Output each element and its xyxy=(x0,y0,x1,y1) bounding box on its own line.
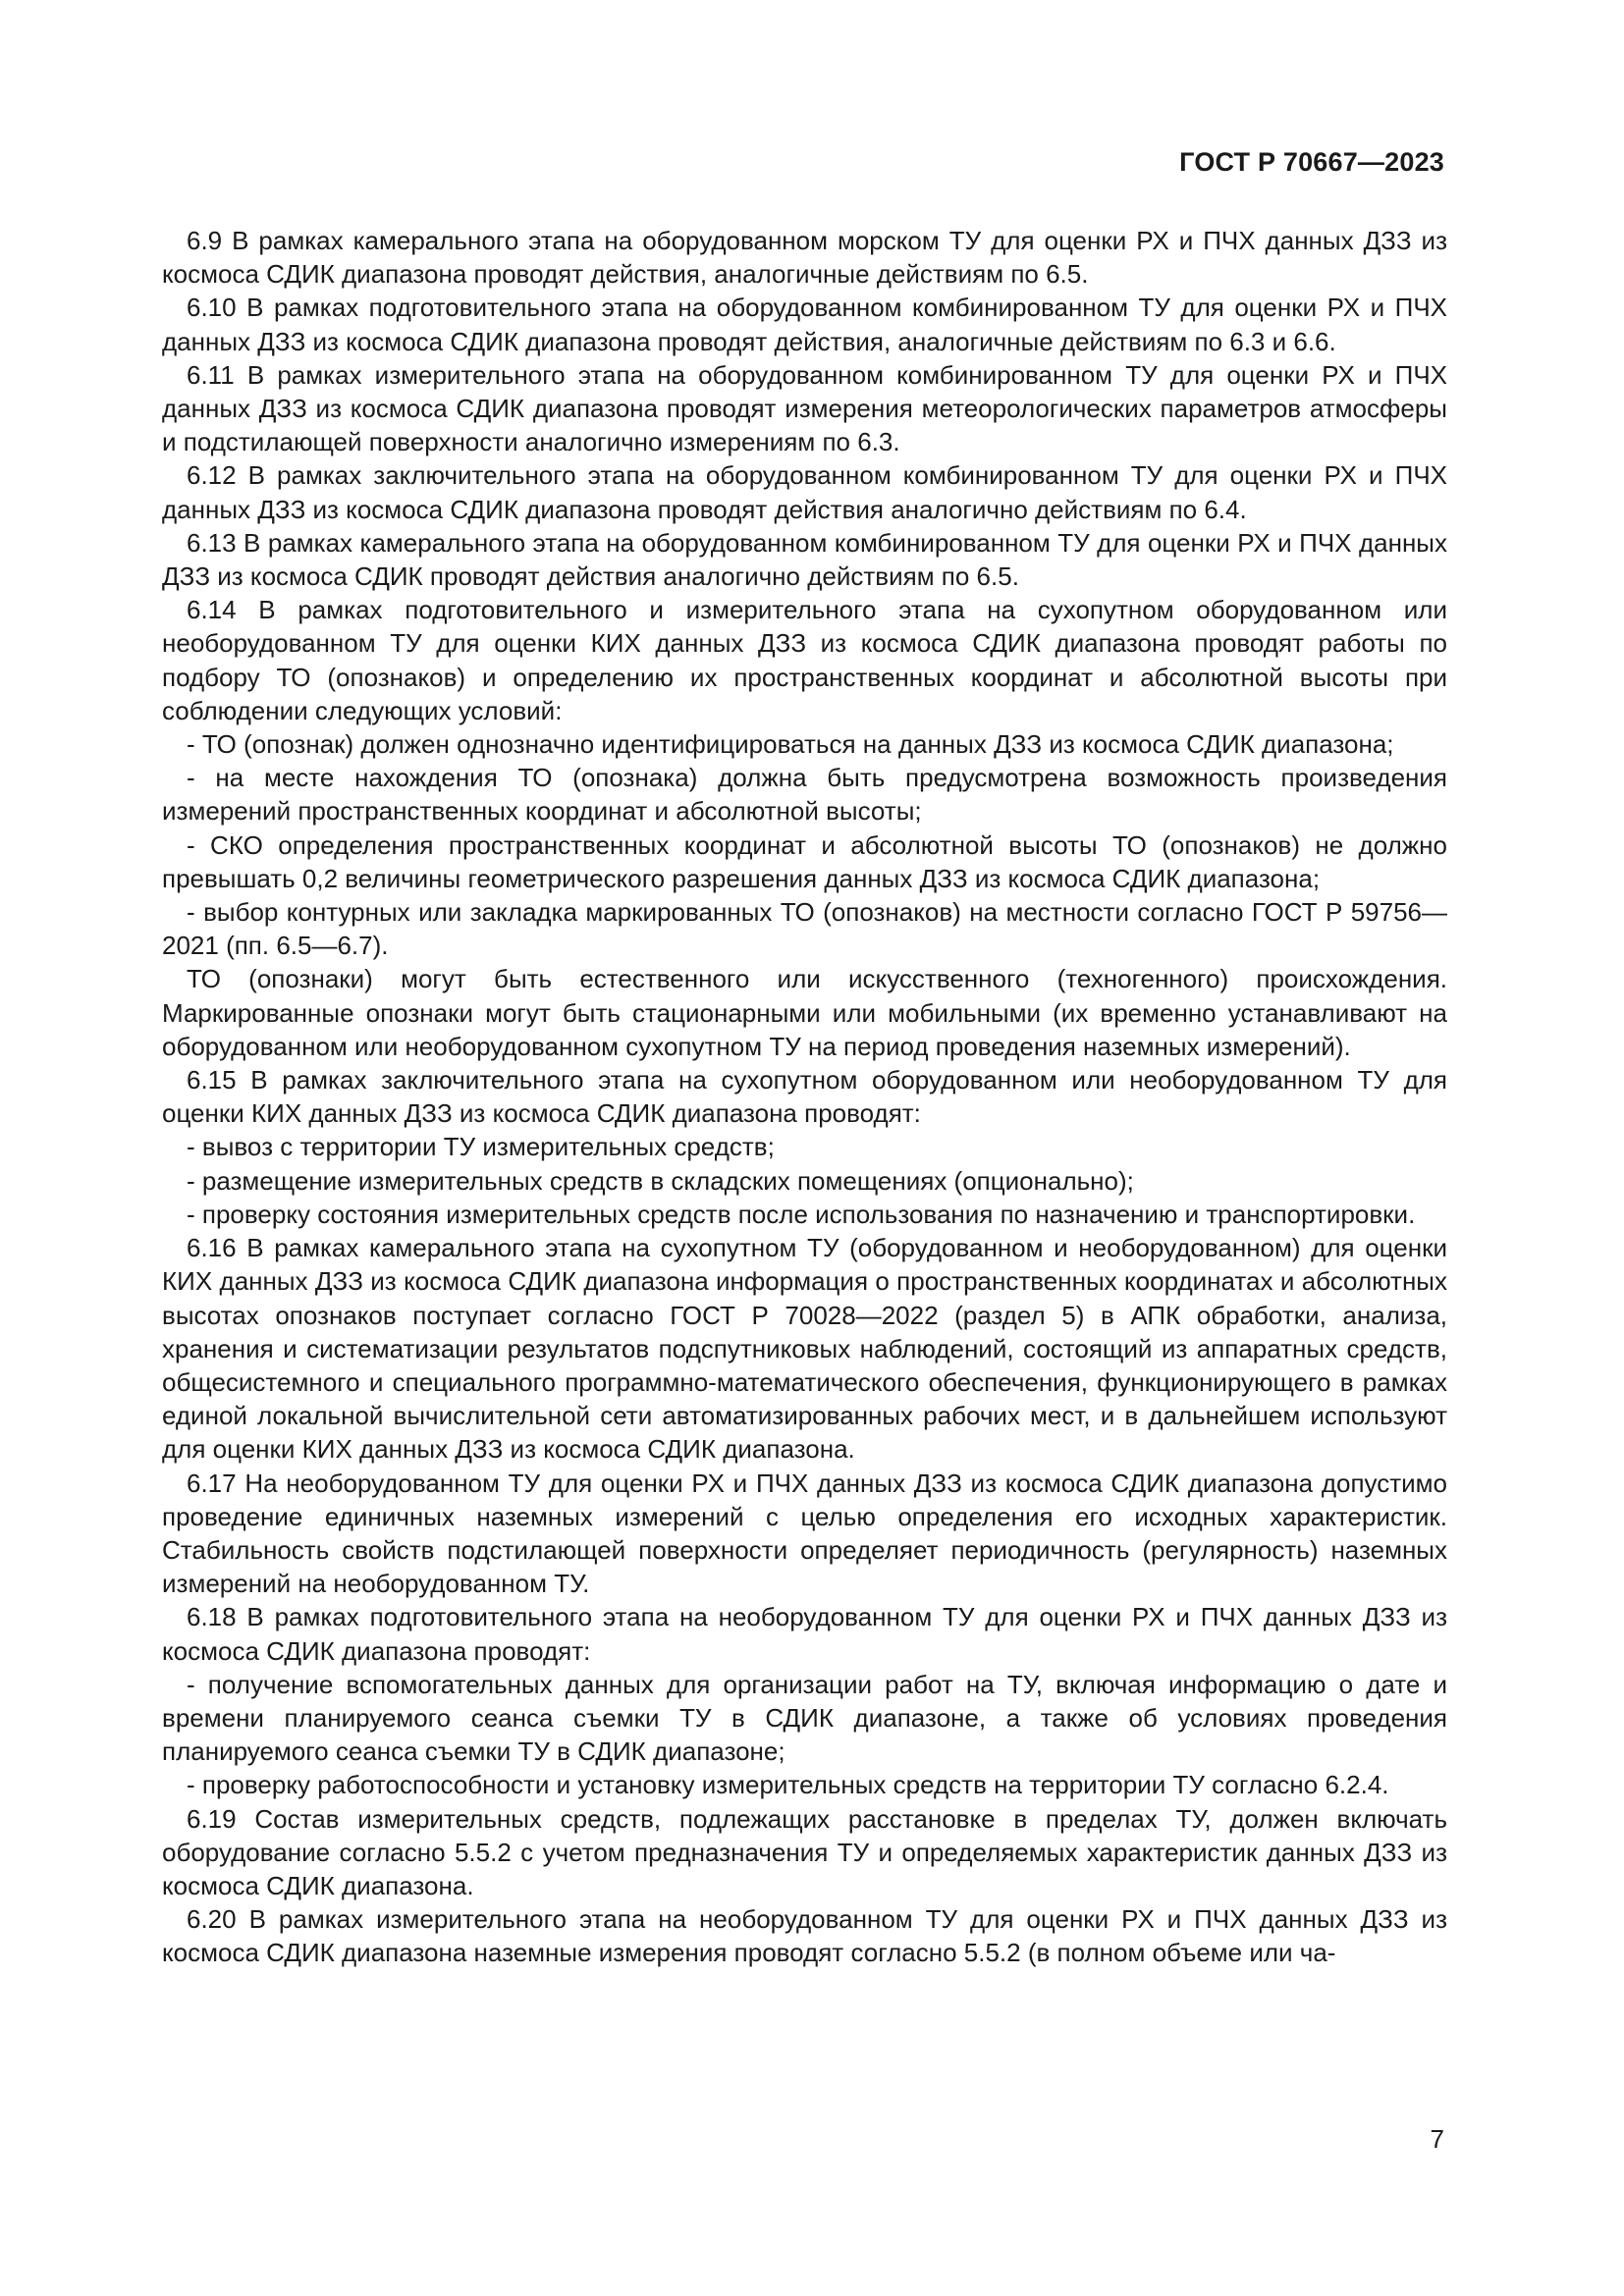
paragraph-6-16: 6.16 В рамках камерального этапа на сухопутном ТУ (оборудованном и необорудованном) для оценки КИХ данных ДЗЗ из космоса СДИК диапазона информация о пространственных координатах и абсолютных высотах опознаков поступает согласно ГОСТ Р 70028—2022 (раздел 5) в АПК обработки, анализа, хранения и систематизации результатов подспутниковых наблюдений, состоящий из аппаратных средств, общесистемного и специального программно-математического обеспечения, функционирующего в рамках единой локальной вычислительной сети автоматизированных рабочих мест, и в дальнейшем используют для оценки КИХ данных ДЗЗ из космоса СДИК диапазона. xyxy=(162,1233,1447,1465)
paragraph-6-9: 6.9 В рамках камерального этапа на оборудованном морском ТУ для оценки РХ и ПЧХ данных ДЗЗ из космоса СДИК диапазона проводят действия, аналогичные действиям по 6.5. xyxy=(162,226,1447,290)
list-item: - на месте нахождения ТО (опознака) должна быть предусмотрена возможность произведения измерений пространственных координат и абсолютной высоты; xyxy=(162,763,1447,827)
list-item: - СКО определения пространственных координат и абсолютной высоты ТО (опознаков) не должно превышать 0,2 величины геометрического разрешения данных ДЗЗ из космоса СДИК диапазона; xyxy=(162,829,1447,893)
list-item: - получение вспомогательных данных для организации работ на ТУ, включая информацию о дате и времени планируемого сеанса съемки ТУ в СДИК диапазоне, а также об условиях проведения планируемого сеанса съемки ТУ в СДИК диапазоне; xyxy=(162,1669,1447,1767)
paragraph-6-20: 6.20 В рамках измерительного этапа на необорудованном ТУ для оценки РХ и ПЧХ данных ДЗЗ из космоса СДИК диапазона наземные измерения проводят согласно 5.5.2 (в полном объеме или ча- xyxy=(162,1904,1447,1968)
paragraph-6-12: 6.12 В рамках заключительного этапа на оборудованном комбинированном ТУ для оценки РХ и ПЧХ данных ДЗЗ из космоса СДИК диапазона проводят действия аналогично действиям по 6.4. xyxy=(162,460,1447,524)
list-item: - размещение измерительных средств в складских помещениях (опционально); xyxy=(187,1165,1134,1196)
paragraph-6-19: 6.19 Состав измерительных средств, подлежащих расстановке в пределах ТУ, должен включать оборудование согласно 5.5.2 с учетом предназначения ТУ и определяемых характеристик данных ДЗЗ из космоса СДИК диапазона. xyxy=(162,1803,1447,1900)
list-item: - вывоз с территории ТУ измерительных средств; xyxy=(187,1132,775,1162)
paragraph-note: ТО (опознаки) могут быть естественного или искусственного (техногенного) происхождения. Маркированные опознаки могут быть стационарными или мобильными (их временно устанавливают на оборудованном или необорудованном сухопутном ТУ на период проведения наземных измерений). xyxy=(162,964,1447,1061)
page-number: 7 xyxy=(1430,2124,1444,2154)
list-item: - ТО (опознак) должен однозначно идентифицироваться на данных ДЗЗ из космоса СДИК диапазона; xyxy=(187,729,1394,760)
paragraph-6-18: 6.18 В рамках подготовительного этапа на необорудованном ТУ для оценки РХ и ПЧХ данных ДЗЗ из космоса СДИК диапазона проводят: xyxy=(162,1602,1447,1666)
paragraph-6-17: 6.17 На необорудованном ТУ для оценки РХ и ПЧХ данных ДЗЗ из космоса СДИК диапазона допустимо проведение единичных наземных измерений с целью определения его исходных характеристик. Стабильность свойств подстилающей поверхности определяет периодичность (регулярность) наземных измерений на необорудованном ТУ. xyxy=(162,1468,1447,1599)
paragraph-6-13: 6.13 В рамках камерального этапа на оборудованном комбинированном ТУ для оценки РХ и ПЧХ данных ДЗЗ из космоса СДИК проводят действия аналогично действиям по 6.5. xyxy=(162,527,1447,592)
paragraph-6-14: 6.14 В рамках подготовительного и измерительного этапа на сухопутном оборудованном или необорудованном ТУ для оценки КИХ данных ДЗЗ из космоса СДИК диапазона проводят работы по подбору ТО (опознаков) и определению их пространственных координат и абсолютной высоты при соблюдении следующих условий: xyxy=(162,595,1447,725)
list-item: - проверку работоспособности и установку измерительных средств на территории ТУ согласно 6.2.4. xyxy=(187,1770,1389,1800)
document-body xyxy=(162,224,1447,1970)
paragraph-6-15: 6.15 В рамках заключительного этапа на сухопутном оборудованном или необорудованном ТУ для оценки КИХ данных ДЗЗ из космоса СДИК диапазона проводят: xyxy=(162,1065,1447,1129)
paragraph-6-10: 6.10 В рамках подготовительного этапа на оборудованном комбинированном ТУ для оценки РХ и ПЧХ данных ДЗЗ из космоса СДИК диапазона проводят действия, аналогичные действиям по 6.3 и 6.6. xyxy=(162,293,1447,356)
list-item: - выбор контурных или закладка маркированных ТО (опознаков) на местности согласно ГОСТ Р 59756—2021 (пп. 6.5—6.7). xyxy=(162,897,1447,961)
standard-designation: ГОСТ Р 70667—2023 xyxy=(1179,147,1444,177)
list-item: - проверку состояния измерительных средств после использования по назначению и транспортировки. xyxy=(187,1199,1416,1229)
paragraph-6-11: 6.11 В рамках измерительного этапа на оборудованном комбинированном ТУ для оценки РХ и ПЧХ данных ДЗЗ из космоса СДИК диапазона проводят измерения метеорологических параметров атмосферы и подстилающей поверхности аналогично измерениям по 6.3. xyxy=(162,359,1447,457)
